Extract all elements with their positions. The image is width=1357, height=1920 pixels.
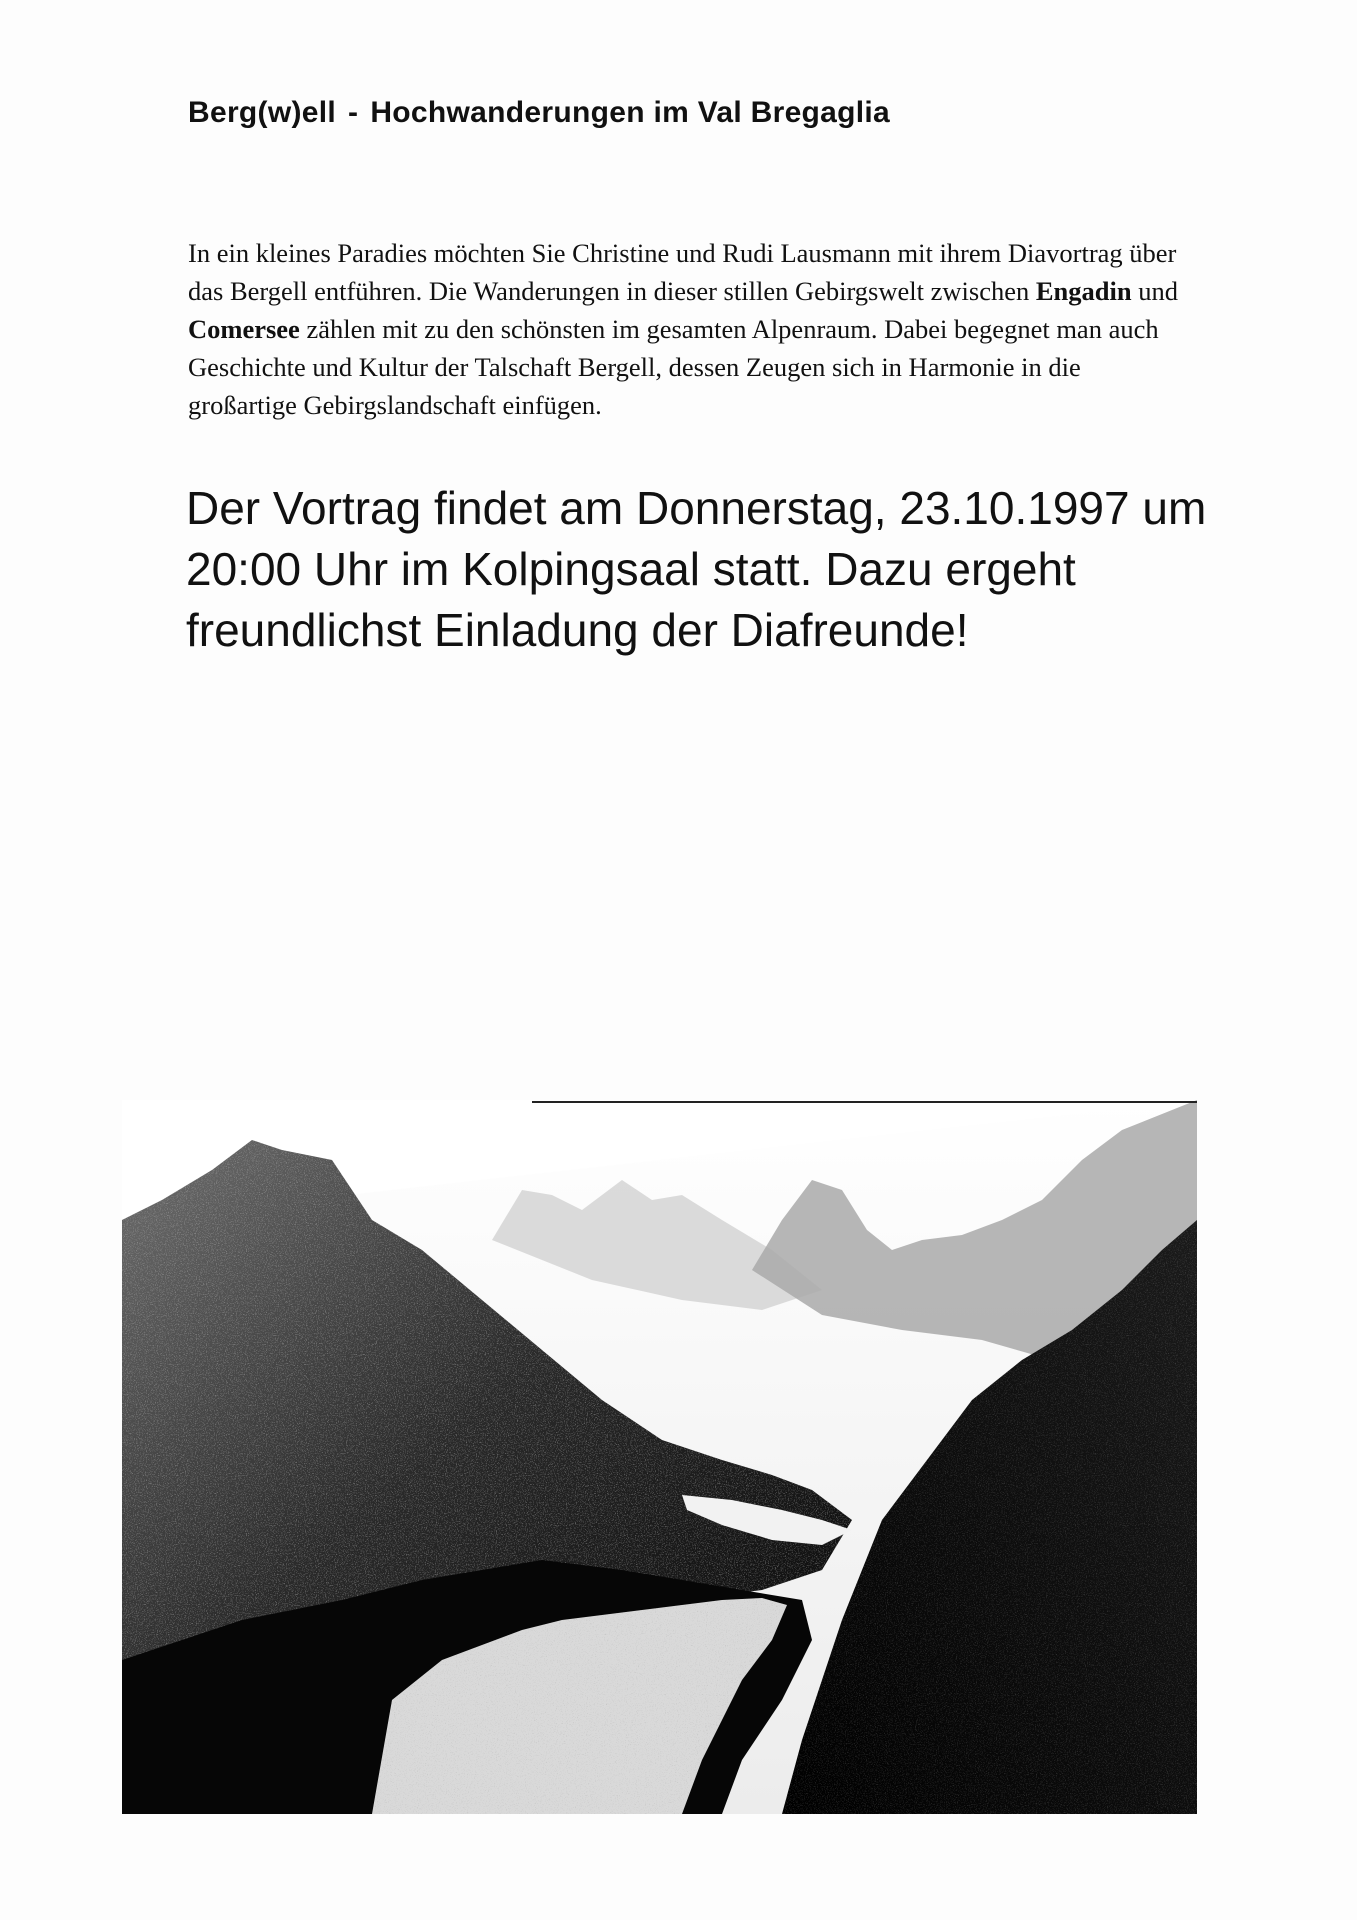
intro-line-3 <box>188 310 1278 348</box>
intro-line-5: großartige Gebirgslandschaft einfügen. <box>188 390 602 420</box>
intro-paragraph <box>188 234 1278 424</box>
intro-comersee: Comersee <box>188 314 300 344</box>
announcement-line-2: 20:00 Uhr im Kolpingsaal statt. Dazu ergeht <box>186 543 1076 595</box>
mountain-photo-graphic <box>122 1100 1197 1814</box>
announcement <box>186 478 1316 661</box>
intro-line-3-text: zählen mit zu den schönsten im gesamten Alpenraum. Dabei begegnet man auch <box>306 314 1159 344</box>
announcement-line-1: Der Vortrag findet am Donnerstag, 23.10.1997 um <box>186 482 1207 534</box>
title-separator: - <box>348 96 359 129</box>
intro-line-1: In ein kleines Paradies möchten Sie Christine und Rudi Lausmann mit ihrem Diavortrag über <box>188 238 1177 268</box>
intro-line-2 <box>188 272 1278 310</box>
intro-line-2-end: und <box>1138 276 1178 306</box>
title-left: Berg(w)ell <box>188 96 337 129</box>
title-right: Hochwanderungen im Val Bregaglia <box>370 96 891 129</box>
mountain-photo <box>122 1100 1197 1814</box>
intro-line-4: Geschichte und Kultur der Talschaft Bergell, dessen Zeugen sich in Harmonie in die <box>188 352 1081 382</box>
document-title <box>188 96 890 130</box>
intro-engadin: Engadin <box>1035 276 1132 306</box>
announcement-line-3: freundlichst Einladung der Diafreunde! <box>186 604 969 656</box>
intro-line-2-text: das Bergell entführen. Die Wanderungen in dieser stillen Gebirgswelt zwischen <box>188 276 1030 306</box>
